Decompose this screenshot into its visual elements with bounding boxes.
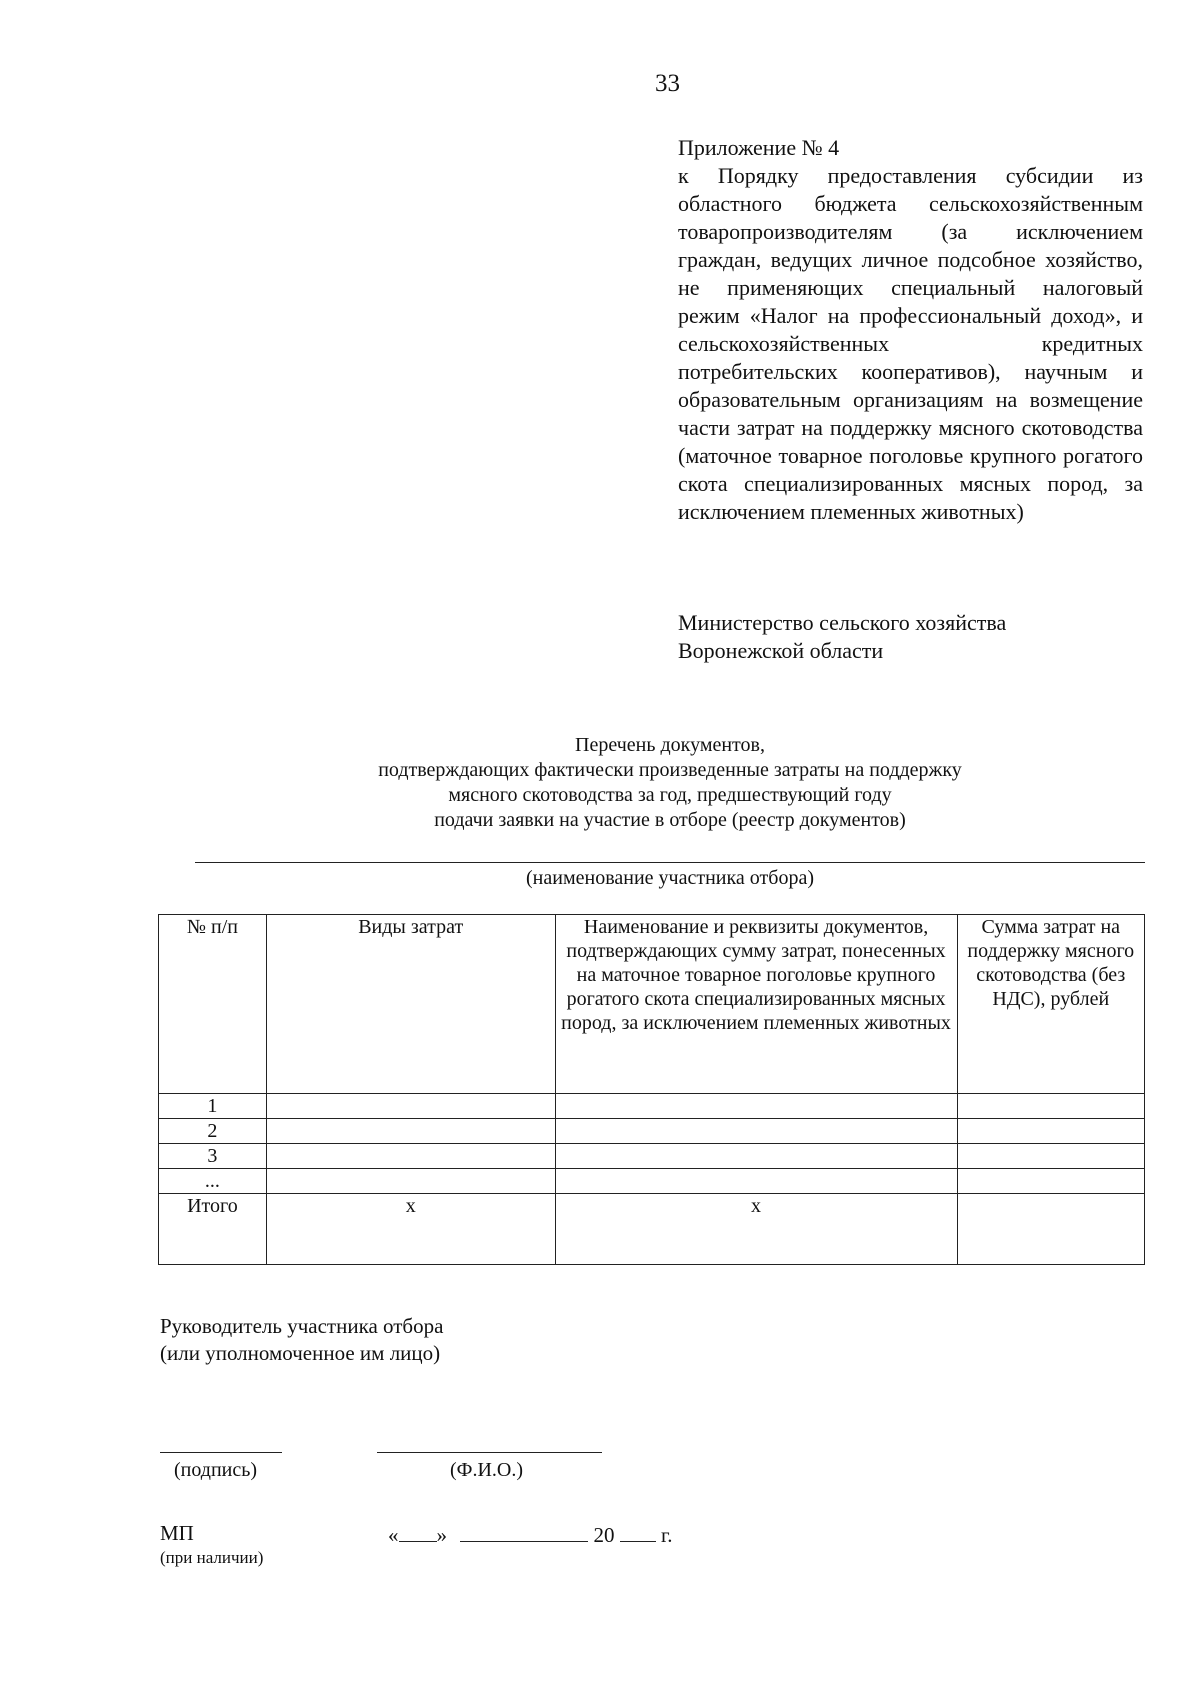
row-number: 1 <box>159 1094 267 1119</box>
year-blank <box>620 1521 656 1542</box>
title-line-3: мясного скотоводства за год, предшествующий году <box>448 784 892 806</box>
documents-register-table <box>158 914 1145 1265</box>
date-open-quote: « <box>388 1523 399 1547</box>
row-number: 2 <box>159 1119 267 1144</box>
table-row <box>159 1094 1145 1119</box>
signer-title <box>160 1313 443 1367</box>
ministry-line-2: Воронежской области <box>678 638 884 663</box>
documents-cell <box>555 1119 957 1144</box>
table-row <box>159 1119 1145 1144</box>
amount-cell <box>957 1169 1144 1194</box>
signature-caption: (подпись) <box>174 1459 258 1481</box>
cost-type-cell <box>266 1094 555 1119</box>
date-close-quote: » <box>436 1523 447 1547</box>
table-total-row <box>159 1194 1145 1265</box>
total-documents: х <box>555 1194 957 1265</box>
documents-cell <box>555 1169 957 1194</box>
signature-line <box>160 1452 282 1453</box>
stamp-label: МП <box>160 1521 194 1545</box>
fio-caption: (Ф.И.О.) <box>450 1459 524 1481</box>
title-line-1: Перечень документов, <box>575 734 765 756</box>
title-line-4: подачи заявки на участие в отборе (реестр документов) <box>434 809 906 831</box>
date-field <box>388 1521 673 1548</box>
amount-cell <box>957 1094 1144 1119</box>
annex-heading: Приложение № 4 <box>678 135 840 160</box>
documents-cell <box>555 1094 957 1119</box>
year-prefix: 20 <box>593 1523 615 1547</box>
annex-block <box>678 134 1143 526</box>
row-number: ... <box>159 1169 267 1194</box>
annex-text: к Порядку предоставления субсидии из областного бюджета сельскохозяйственным товаропроизводителям (за исключением граждан, ведущих личное подсобное хозяйство, не применяющих специальный налоговый режим «Налог на профессиональный доход», и сельскохозяйственных кредитных потребительских кооперативов), научным и образовательным организациям на возмещение части затрат на поддержку мясного скотоводства (маточное товарное поголовье крупного рогатого скота специализированных мясных пород, за исключением племенных животных) <box>678 163 1143 524</box>
stamp-note: (при наличии) <box>160 1548 264 1567</box>
cost-type-cell <box>266 1169 555 1194</box>
month-blank <box>460 1521 588 1542</box>
cost-type-cell <box>266 1144 555 1169</box>
total-cost-type: х <box>266 1194 555 1265</box>
signer-line-2: (или уполномоченное им лицо) <box>160 1341 441 1365</box>
row-number: 3 <box>159 1144 267 1169</box>
header-documents: Наименование и реквизиты документов, подтверждающих сумму затрат, понесенных на маточное товарное поголовье крупного рогатого скота специализированных мясных пород, за исключением племенных животных <box>555 915 957 1094</box>
amount-cell <box>957 1144 1144 1169</box>
ministry-line-1: Министерство сельского хозяйства <box>678 610 1007 635</box>
page-number: 33 <box>655 70 680 97</box>
documents-cell <box>555 1144 957 1169</box>
header-number: № п/п <box>159 915 267 1094</box>
table-row <box>159 1144 1145 1169</box>
header-amount: Сумма затрат на поддержку мясного скотоводства (без НДС), рублей <box>957 915 1144 1094</box>
table-header-row <box>159 915 1145 1094</box>
signer-line-1: Руководитель участника отбора <box>160 1314 444 1338</box>
header-cost-type: Виды затрат <box>266 915 555 1094</box>
document-title <box>330 733 1010 833</box>
ministry-addressee <box>678 609 1006 665</box>
day-blank <box>399 1521 437 1542</box>
total-amount <box>957 1194 1144 1265</box>
table-row <box>159 1169 1145 1194</box>
amount-cell <box>957 1119 1144 1144</box>
fio-line <box>377 1452 602 1453</box>
participant-name-line <box>195 862 1145 863</box>
title-line-2: подтверждающих фактически произведенные затраты на поддержку <box>378 759 962 781</box>
total-label: Итого <box>159 1194 267 1265</box>
cost-type-cell <box>266 1119 555 1144</box>
year-suffix: г. <box>661 1523 673 1547</box>
participant-name-caption: (наименование участника отбора) <box>526 867 814 889</box>
